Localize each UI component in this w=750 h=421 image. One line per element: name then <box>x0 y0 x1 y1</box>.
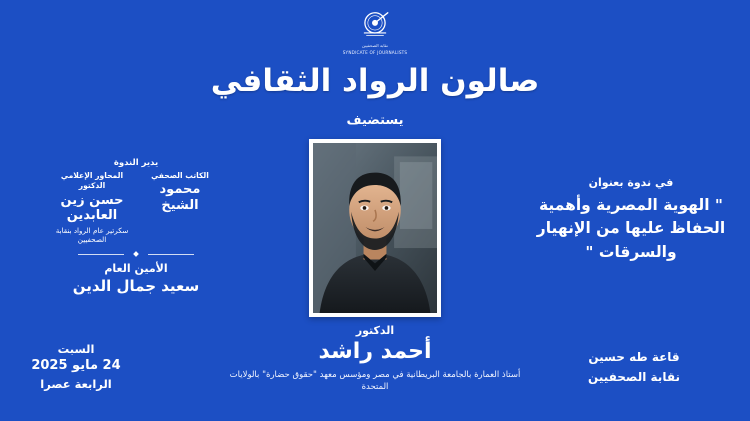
organiser-role: المحاور الإعلامي الدكتور <box>60 171 124 191</box>
poster-title: صالون الرواد الثقافي <box>210 63 540 99</box>
general-secretary-role: الأمين العام <box>104 262 168 276</box>
event-day: السبت <box>57 341 95 356</box>
speaker-portrait-frame <box>309 139 441 317</box>
lecture-topic: " الهوية المصرية وأهمية الحفاظ عليها من الإنهيار والسرقات " <box>536 196 726 261</box>
date-block <box>24 341 128 393</box>
ornamental-divider <box>78 252 194 257</box>
speaker-honorific: الدكتور <box>355 324 395 337</box>
organiser-sub: سكرتير عام الرواد بنقابة الصحفيين <box>55 225 129 245</box>
syndicate-logo <box>330 8 420 56</box>
moderator-heading: يدير الندوة <box>113 158 159 168</box>
organiser-person <box>55 171 129 245</box>
organiser-name: محمود الشيخ <box>159 182 201 213</box>
event-time: الرابعة عصرا <box>40 377 112 392</box>
poster-subtitle: يستضيف <box>346 113 404 128</box>
venue-block <box>534 348 734 388</box>
lecture-kicker: في ندوة بعنوان <box>588 176 674 189</box>
speaker-block <box>210 324 540 394</box>
organiser-person <box>143 171 217 215</box>
logo-caption-ar: نقابة الصحفيين <box>362 43 388 48</box>
syndicate-seal-icon <box>358 8 392 42</box>
organiser-name: حسن زين العابدين <box>60 192 124 224</box>
portrait-illustration <box>313 143 437 313</box>
organisers-block <box>10 158 262 295</box>
logo-caption-en: SYNDICATE OF JOURNALISTS <box>342 50 408 56</box>
speaker-bio: أستاذ العمارة بالجامعة البريطانية في مصر ومؤسس معهد "حقوق حضارة" بالولايات المتحدة <box>229 369 521 393</box>
lecture-block <box>520 176 742 264</box>
general-secretary-block <box>10 262 262 295</box>
organiser-role: الكاتب الصحفي <box>151 171 209 180</box>
venue-place: نقابة الصحفيين <box>588 370 680 385</box>
speaker-name: أحمد راشد <box>318 339 432 365</box>
speaker-portrait <box>313 143 437 313</box>
event-date: 24 مايو 2025 <box>31 358 121 374</box>
organisers-row <box>10 171 262 245</box>
venue-hall: قاعة طه حسين <box>588 350 680 365</box>
general-secretary-name: سعيد جمال الدين <box>72 277 200 296</box>
